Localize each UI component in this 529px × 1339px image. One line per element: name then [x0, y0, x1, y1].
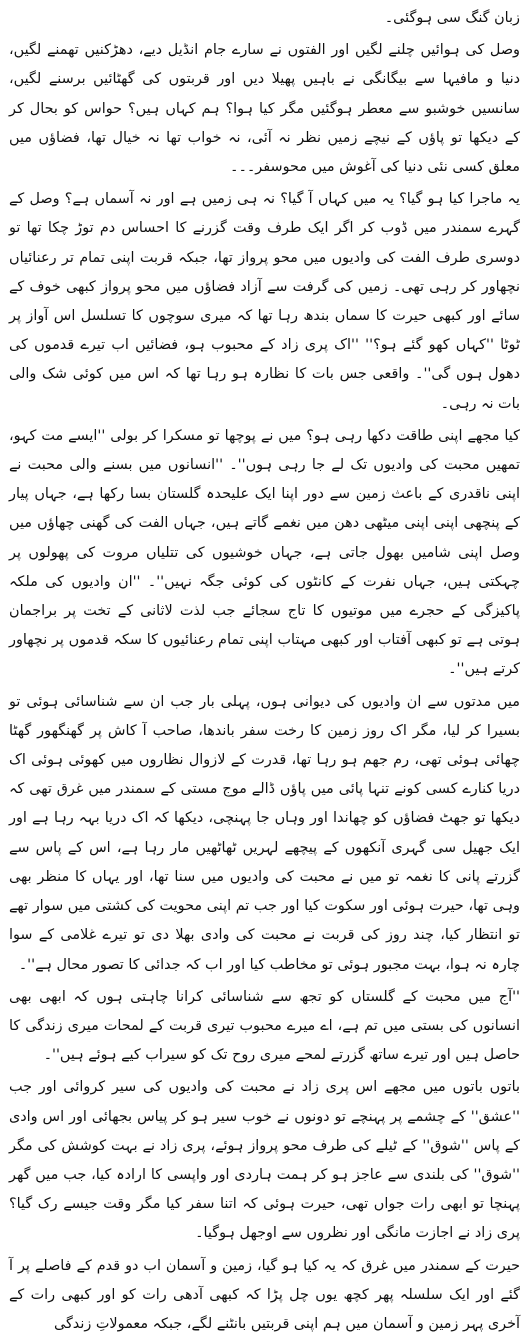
paragraph-3: یہ ماجرا کیا ہو گیا؟ یہ میں کہاں آ گیا؟ نہ ہی زمیں ہے اور نہ آسماں ہے؟ وصل کے گہرے سمندر میں ڈوب کر اگر ایک طرف وقت گزرنے کا احساس دم توڑ چکا تھا تو دوسری طرف الفت کی وادیوں میں محو پرواز تھا، جبکہ قربت اپنی تمام تر رعنائیاں نچھاور کر رہی تھی۔ زمیں کی گرفت سے آزاد فضاؤں میں محو پرواز کبھی خوف کے سائے اور کبھی حیرت کا سماں بندھ رہا تھا کہ میری سوچوں کا تسلسل اس آواز پر ٹوٹا ''کہاں کھو گئے ہو؟'' ''اک پری زاد کے محبوب ہو، فضائیں اب تیرے قدموں کی دھول ہوں گی''۔ واقعی جس بات کا نظارہ ہو رہا تھا کہ اس میں کوئی شک والی بات نہ رہی۔ — [9, 191, 520, 412]
paragraph-2: وصل کی ہوائیں چلنے لگیں اور الفتوں نے سارے جام انڈیل دیے، دھڑکنیں تھمنے لگیں، دنیا و مافیہا سے بیگانگی نے باہیں پھیلا دیں اور قربتوں کی گھٹائیں برسنے لگیں، سانسیں خوشبو سے معطر ہوگئیں مگر کیا ہوا؟ ہم کہاں ہیں؟ حواس کو بحال کر کے دیکھا تو پاؤں کے نیچے زمیں نظر نہ آئی، نہ خواب تھا نہ خیال تھا، فضاؤں میں معلق کسی نئی دنیا کی آغوش میں محوسفر۔۔۔ — [9, 42, 520, 176]
paragraph-4: کیا مجھے اپنی طاقت دکھا رہی ہو؟ میں نے پوچھا تو مسکرا کر بولی ''ایسے مت کہو، تمھیں محبت کی وادیوں تک لے جا رہی ہوں''۔ ''انسانوں میں بسنے والی محبت نے اپنی ناقدری کے باعث زمین سے دور اپنا ایک علیحدہ گلستان بسا رکھا ہے، جہاں پیار کے پنچھی اپنی اپنی میٹھی دھن میں نغمے گاتے ہیں، جہاں الفت کی گھنی چھاؤں میں وصل اپنی شامیں بھول جاتی ہے، جہاں خوشیوں کی تتلیاں مروت کی پھولوں پر چہکتی ہیں، جہاں نفرت کے کانٹوں کی کوئی جگہ نہیں''۔ ''ان وادیوں کی ملکہ پاکیزگی کے حجرے میں موتیوں کا تاج سجائے جب لذت لاثانی کے تخت پر براجمان ہوتی ہے تو کبھی آفتاب اور کبھی مہتاب اپنی تمام رعنائیوں کا سکہ قدموں پر نچھاور کرتے ہیں''۔ — [9, 427, 520, 678]
paragraph-1: زبان گنگ سی ہوگئی۔ — [384, 10, 520, 26]
paragraph-8: حیرت کے سمندر میں غرق کہ یہ کیا ہو گیا، زمین و آسمان اب دو قدم کے فاصلے پر آ گئے اور ایک سلسلہ پھر کچھ یوں چل پڑا کہ کبھی آدھی رات کو اور کبھی رات کے آخری پہر زمین و آسمان میں ہم اپنی قربتیں بانٹنے لگے، جبکہ معمولاتِ زندگی — [9, 1257, 520, 1332]
paragraph-5: میں مدتوں سے ان وادیوں کی دیوانی ہوں، پہلی بار جب ان سے شناسائی ہوئی تو بسیرا کر لیا، مگر اک روز زمین کا رخت سفر باندھا، صاحب آ کاش پر گھنگھور گھٹا چھائی ہوئی تھی، رم جھم ہو رہا تھا، قدرت کے لازوال نظاروں میں کھوئی ہوئی اک دریا کنارے کسی کونے تنہا پائی میں پاؤں ڈالے موج مستی کے سمندر میں غرق تھی کہ دیکھا تو جھٹ فضاؤں کو چھاندا اور وہاں جا پہنچی، دیکھا کہ اک دریا بہہ رہا ہے اور ایک جھیل سی گہری آنکھوں کے پیچھے لہریں ٹھاٹھیں مار رہا ہے، اس کے پاس سے گزرتے پانی کا نغمہ تو میں نے محبت کی وادیوں میں سنا تھا، اور یہاں کا منظر بھی وہی تھا، حیرت ہوئی اور سکوت کیا اور جب تم اپنی محویت کی کشتی میں سوار تھے تو انتظار کیا، چند روز کی قربت نے محبت کی وادی بھلا دی تو تیرے غلامی کے سوا چارہ نہ ہوا، بہت مجبور ہوئی تو مخاطب کیا اور اب کہ جدائی کا تصور محال ہے''۔ — [9, 693, 520, 973]
paragraph-6: ''آج میں محبت کے گلستاں کو تجھ سے شناسائی کرانا چاہتی ہوں کہ ابھی بھی انسانوں کی بستی میں تم ہے، اے میرے محبوب تیری قربت کے لمحات میری زندگی کا حاصل ہیں اور تیرے ساتھ گزرتے لمحے میری روح تک کو سیراب کیے ہوئے ہیں''۔ — [9, 988, 520, 1064]
paragraph-7: باتوں باتوں میں مجھے اس پری زاد نے محبت کی وادیوں کی سیر کروائی اور جب ''عشق'' کے چشمے پر پہنچے تو دونوں نے خوب سیر ہو کر پیاس بجھائی اور اس وادی کے پاس ''شوق'' کے ٹیلے کی طرف محو پرواز ہوئے، پری زاد نے بہت کوشش کی مگر ''شوق'' کی بلندی سے عاجز ہو کر ہمت ہاردی اور واپسی کا ارادہ کیا، جب میں گھر پہنچا تو ابھی رات جواں تھی، حیرت ہوئی کہ اتنا سفر کیا مگر وقت جیسے رک گیا؟ پری زاد نے اجازت مانگی اور نظروں سے اوجھل ہوگیا۔ — [9, 1079, 520, 1242]
